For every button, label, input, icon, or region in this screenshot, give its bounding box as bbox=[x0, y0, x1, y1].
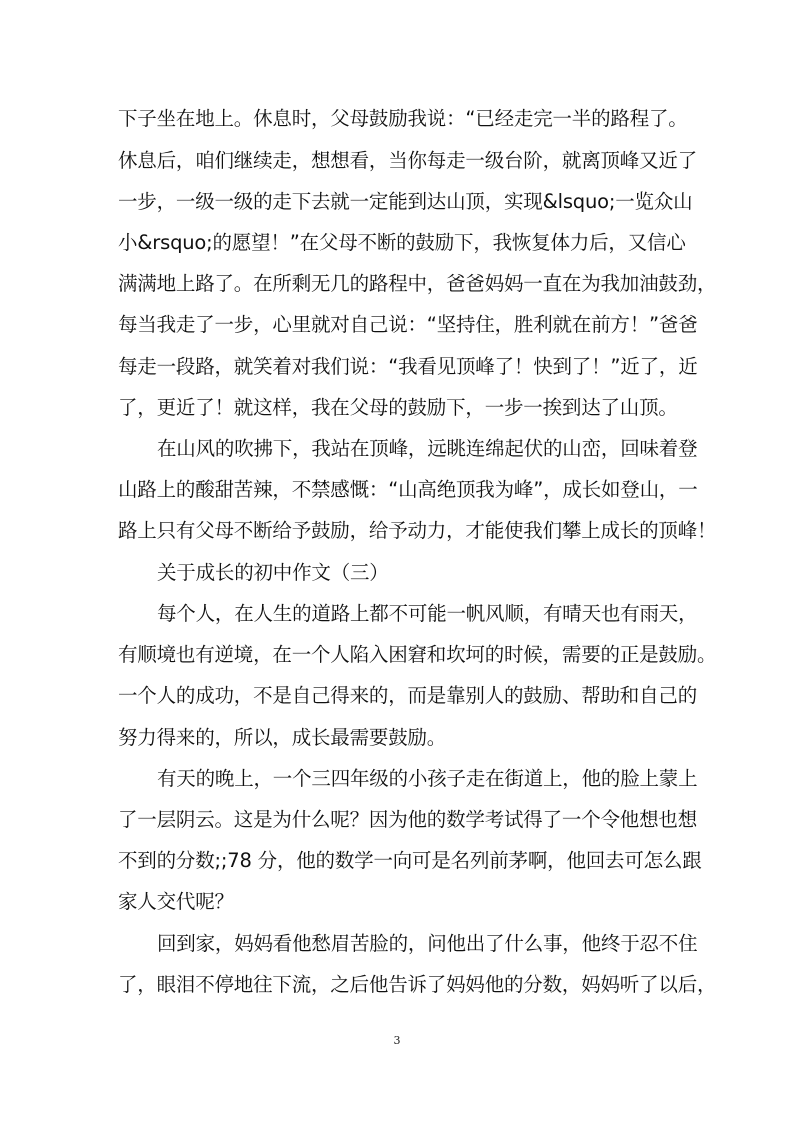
text-line-20: 家人交代呢？ bbox=[118, 890, 234, 913]
paragraph-start: 回到家，妈妈看他愁眉苦脸的，问他出了什么事，他终于忍不住 bbox=[157, 932, 698, 955]
text-line-22: 了，眼泪不停地往下流，之后他告诉了妈妈他的分数，妈妈听了以后， bbox=[118, 973, 717, 996]
page-number: 3 bbox=[393, 1034, 401, 1047]
text-line-2: 休息后，咱们继续走，想想看，当你每走一级台阶，就离顶峰又近了 bbox=[118, 149, 698, 172]
text-line-1: 下子坐在地上。休息时，父母鼓励我说：“已经走完一半的路程了。 bbox=[118, 107, 688, 130]
text-line-8: 了，更近了！就这样，我在父母的鼓励下，一步一挨到达了山顶。 bbox=[118, 396, 678, 419]
text-line-4: 小&rsquo;的愿望！”在父母不断的鼓励下，我恢复体力后，又信心 bbox=[118, 231, 686, 254]
text-line-14: 有顺境也有逆境，在一个人陷入困窘和坎坷的时候，需要的正是鼓励。 bbox=[118, 643, 717, 666]
text-line-18: 了一层阴云。这是为什么呢？因为他的数学考试得了一个令他想也想 bbox=[118, 808, 698, 831]
text-line-11: 路上只有父母不断给予鼓励，给予动力，才能使我们攀上成长的顶峰！ bbox=[118, 519, 717, 542]
text-line-6: 每当我走了一步，心里就对自己说：“坚持住，胜利就在前方！”爸爸 bbox=[118, 313, 698, 336]
section-heading: 关于成长的初中作文（三） bbox=[157, 561, 389, 584]
paragraph-start: 在山风的吹拂下，我站在顶峰，远眺连绵起伏的山峦，回味着登 bbox=[157, 437, 698, 460]
text-line-16: 努力得来的，所以，成长最需要鼓励。 bbox=[118, 726, 447, 749]
text-line-5: 满满地上路了。在所剩无几的路程中，爸爸妈妈一直在为我加油鼓劲， bbox=[118, 272, 717, 295]
paragraph-start: 有天的晚上，一个三四年级的小孩子走在街道上，他的脸上蒙上 bbox=[157, 767, 698, 790]
text-line-15: 一个人的成功，不是自己得来的，而是靠别人的鼓励、帮助和自己的 bbox=[118, 684, 698, 707]
text-line-10: 山路上的酸甜苦辣，不禁感慨：“山高绝顶我为峰”，成长如登山，一 bbox=[118, 478, 698, 501]
text-line-19: 不到的分数;;78 分，他的数学一向可是名列前茅啊，他回去可怎么跟 bbox=[118, 849, 702, 872]
paragraph-start: 每个人，在人生的道路上都不可能一帆风顺，有晴天也有雨天， bbox=[157, 602, 698, 625]
text-line-3: 一步，一级一级的走下去就一定能到达山顶，实现&lsquo;一览众山 bbox=[118, 190, 693, 213]
text-line-7: 每走一段路，就笑着对我们说：“我看见顶峰了！快到了！”近了，近 bbox=[118, 355, 698, 378]
